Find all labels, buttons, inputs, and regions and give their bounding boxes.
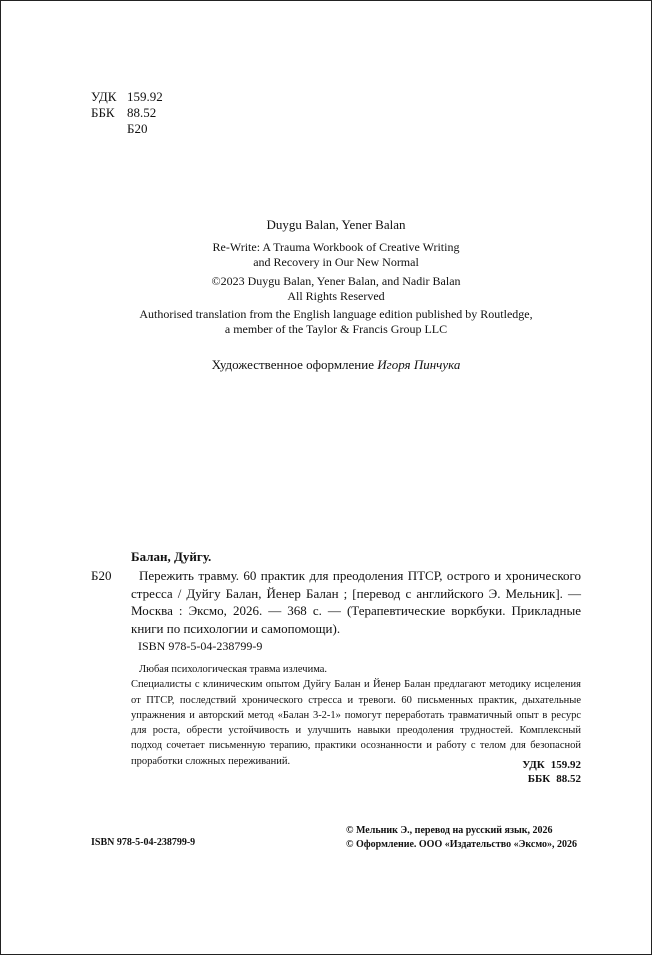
bib-author-mark: Б20	[91, 568, 112, 583]
bib-udk-row	[481, 758, 581, 772]
author-mark: Б20	[127, 121, 148, 136]
classification-block	[91, 89, 163, 137]
bib-udk-label: УДК	[522, 759, 545, 771]
footer-copyrights	[346, 824, 577, 851]
design-credit-name: Игоря Пинчука	[377, 357, 461, 372]
bib-udk-value: 159.92	[550, 759, 581, 771]
original-title	[61, 240, 611, 270]
bbk-value: 88.52	[127, 105, 157, 120]
copyright-line: ©2023 Duygu Balan, Yener Balan, and Nadir Balan	[211, 274, 461, 288]
bib-description: Пережить травму. 60 практик для преодоления ПТСР, острого и хронического стресса / Дуйгу Балан, Йенер Балан ; [перевод с английского Э. Мельник]. — Москва : Эксмо, 2026. — 368 с. — (Терапевтические воркбуки. Прикладные книги по психологии и самопомощи).	[131, 568, 581, 636]
bib-bbk-value: 88.52	[556, 773, 581, 785]
author-mark-row	[91, 121, 163, 137]
design-credit-prefix: Художественное оформление	[211, 357, 374, 372]
bib-codes	[481, 758, 581, 786]
original-authors: Duygu Balan, Yener Balan	[266, 217, 406, 232]
bbk-label: ББК	[91, 105, 115, 120]
original-title-line-1: Re-Write: A Trauma Workbook of Creative Writing	[212, 240, 460, 254]
design-credit	[61, 357, 611, 373]
bib-bbk-label: ББК	[527, 773, 551, 785]
translation-notice	[61, 307, 611, 337]
translation-line-2: a member of the Taylor & Francis Group LLC	[224, 322, 448, 336]
translation-copyright: © Мельник Э., перевод на русский язык, 2026	[346, 825, 553, 836]
rights-reserved-line: All Rights Reserved	[287, 289, 385, 303]
translation-line-1: Authorised translation from the English language edition published by Routledge,	[139, 307, 533, 321]
original-title-line-2: and Recovery in Our New Normal	[253, 255, 419, 269]
annotation-lead: Любая психологическая травма излечима.	[139, 664, 328, 675]
bib-isbn: ISBN 978-5-04-238799-9	[138, 639, 263, 653]
original-copyright	[61, 274, 611, 304]
footer-isbn: ISBN 978-5-04-238799-9	[91, 837, 196, 848]
bbk-row	[91, 105, 163, 121]
annotation	[131, 662, 581, 769]
bib-bbk-row	[481, 772, 581, 786]
udk-row	[91, 89, 163, 105]
bib-heading: Балан, Дуйгу.	[131, 549, 212, 564]
udk-value: 159.92	[127, 89, 163, 104]
annotation-body: Специалисты с клиническим опытом Дуйгу Балан и Йенер Балан предлагают методику исцеления от ПТСР, последствий хронического стресса и тревоги. 60 письменных практик, дыхательные упражнения и авторский метод «Балан 3-2-1» помогут переработать травматичный опыт в ресурс для роста, обрести устойчивость и улучшить навыки преодоления трудностей. Комплексный подход сочетает письменную терапию, практики осознанности и работу с телом для безопасной проработки сложных переживаний.	[131, 679, 581, 767]
design-copyright: © Оформление. ООО «Издательство «Эксмо», 2026	[346, 838, 577, 850]
udk-label: УДК	[91, 89, 117, 104]
